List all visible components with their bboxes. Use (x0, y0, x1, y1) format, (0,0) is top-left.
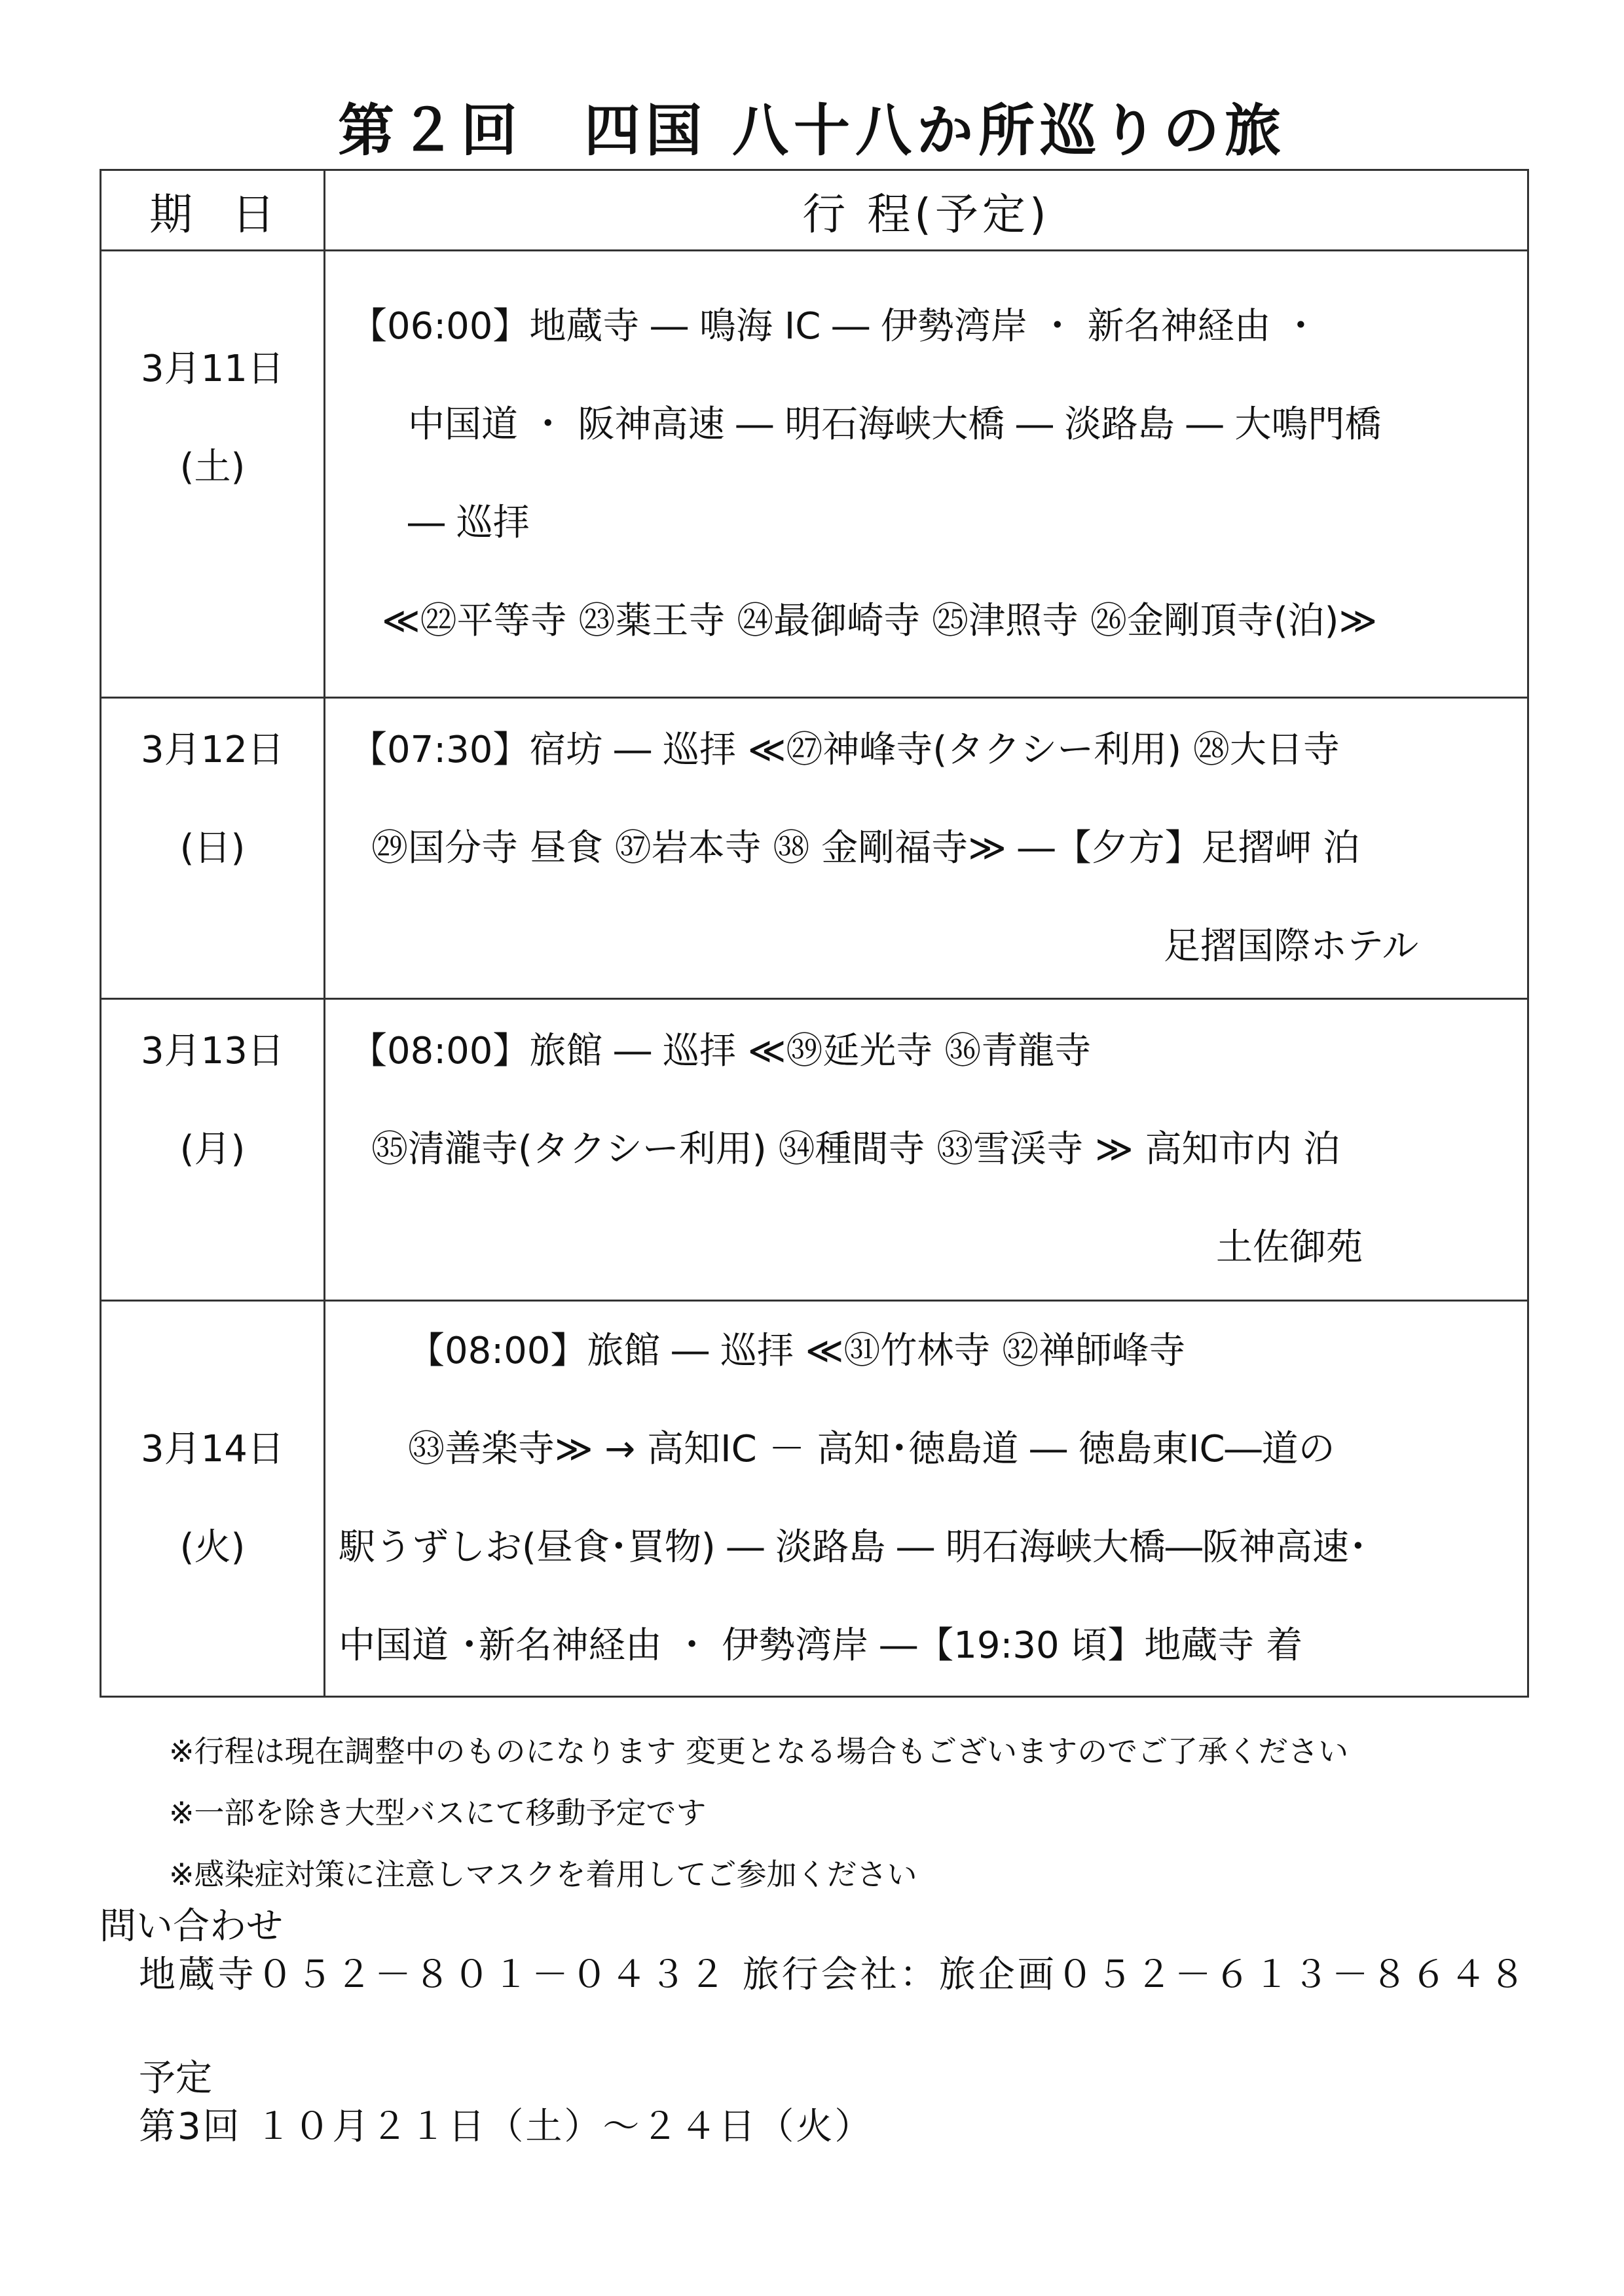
itinerary-cell (325, 698, 1528, 999)
weekday-text: (土) (179, 446, 246, 488)
itinerary-line: ㉙国分寺 昼食 ㊲岩本寺 ㊳ 金剛福寺≫ ―【夕方】足摺岬 泊 (371, 826, 1360, 869)
note-line: ※一部を除き大型バスにて移動予定です (169, 1795, 707, 1831)
note-line: ※感染症対策に注意しマスクを着用してご参加ください (169, 1857, 917, 1892)
plan-label: 予定 (139, 2057, 212, 2100)
itinerary-line: 駅うずしお(昼食･買物) ― 淡路島 ― 明石海峡大橋―阪神高速･ (339, 1526, 1367, 1569)
page-title: 第２回 四国 八十八か所巡りの旅 (338, 98, 1286, 164)
date-text: 3月11日 (141, 348, 284, 390)
itinerary-line: 【07:30】宿坊 ― 巡拝 ≪㉗神峰寺(タクシー利用) ㉘大日寺 (350, 728, 1340, 771)
date-text: 3月12日 (141, 728, 284, 771)
note-line: ※行程は現在調整中のものになります 変更となる場合もございますのでご了承ください (169, 1734, 1349, 1769)
itinerary-line: 土佐御苑 (1216, 1226, 1363, 1269)
date-cell (101, 698, 325, 999)
date-text: 3月14日 (141, 1428, 284, 1470)
weekday-text: (日) (179, 826, 246, 869)
date-cell (101, 999, 325, 1301)
table-row (101, 251, 1528, 698)
date-text: 3月13日 (141, 1030, 284, 1072)
inquiry-label: 問い合わせ (100, 1905, 283, 1948)
inquiry-contact: 地蔵寺０５２－８０１－０４３２ 旅行会社：旅企画０５２－６１３－８６４８ (139, 1954, 1528, 1996)
itinerary-cell (325, 251, 1528, 698)
itinerary-cell (325, 999, 1528, 1301)
next-event: 第3回 １０月２１日（土）～２４日（火） (139, 2105, 874, 2148)
itinerary-line: 【06:00】地蔵寺 ― 鳴海 IC ― 伊勢湾岸 ・ 新名神経由 ・ (350, 305, 1320, 348)
itinerary-line: ㉝善楽寺≫ → 高知IC － 高知･徳島道 ― 徳島東IC―道の (408, 1428, 1335, 1470)
itinerary-line: 【08:00】旅館 ― 巡拝 ≪㊴延光寺 ㊱青龍寺 (350, 1030, 1092, 1072)
itinerary-cell (325, 1301, 1528, 1697)
date-cell (101, 251, 325, 698)
weekday-text: (月) (179, 1128, 246, 1171)
itinerary-line: ― 巡拝 (408, 501, 530, 544)
table-row (101, 698, 1528, 999)
itinerary-line: ≪㉒平等寺 ㉓薬王寺 ㉔最御崎寺 ㉕津照寺 ㉖金剛頂寺(泊)≫ (382, 600, 1378, 642)
itinerary-table (100, 169, 1529, 1698)
itinerary-line: 足摺国際ホテル (1164, 924, 1419, 968)
table-header-row (101, 170, 1528, 251)
header-itinerary: 行 程(予定) (325, 170, 1528, 251)
itinerary-line: 中国道 ・ 阪神高速 ― 明石海峡大橋 ― 淡路島 ― 大鳴門橋 (408, 403, 1382, 446)
weekday-text: (火) (179, 1526, 246, 1569)
plan-section (139, 2054, 873, 2151)
inquiry-section (100, 1903, 1528, 1999)
itinerary-line: 中国道 ･新名神経由 ・ 伊勢湾岸 ―【19:30 頃】地蔵寺 着 (339, 1624, 1303, 1667)
itinerary-line: ㉟清瀧寺(タクシー利用) ㉞種間寺 ㉝雪渓寺 ≫ 高知市内 泊 (371, 1128, 1340, 1171)
header-date: 期日 (101, 170, 325, 251)
table-row (101, 999, 1528, 1301)
date-cell (101, 1301, 325, 1697)
itinerary-line: 【08:00】旅館 ― 巡拝 ≪㉛竹林寺 ㉜禅師峰寺 (408, 1330, 1186, 1372)
table-row (101, 1301, 1528, 1697)
notes (169, 1721, 1348, 1905)
